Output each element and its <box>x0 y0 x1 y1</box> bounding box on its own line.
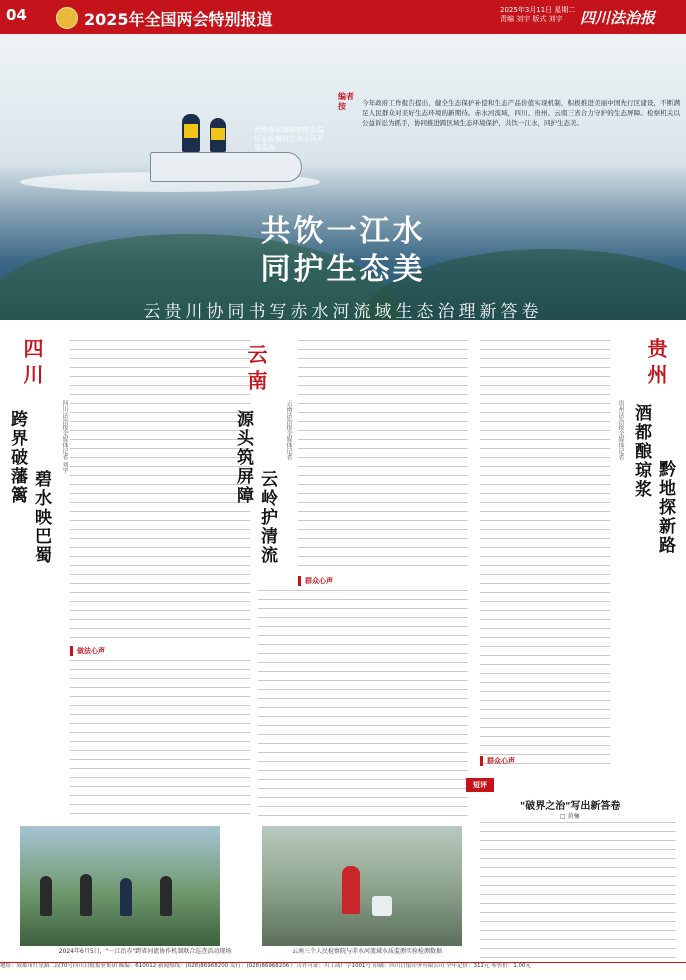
sichuan-headline-2: 碧水映巴蜀 <box>31 470 51 565</box>
editor-note: 今年政府工作报告提出，健全生态保护补偿和生态产品价值实现机制，积极推进美丽中国先行区建设，不断满足人民群众对美好生态环境的新期待。赤水河流域，四川、贵州、云南三省合力守护的生态屏障。检察机关以公益诉讼为抓手，协同推进跨区域生态环境保护，共饮一江水，同护生态美。 <box>362 99 680 127</box>
guizhou-headline-1: 酒都酿琼浆 <box>631 404 651 499</box>
main-subtitle: 云贵川协同书写赤水河流域生态治理新答卷 <box>143 302 543 320</box>
life-vest <box>184 124 198 138</box>
sichuan-headline-1: 跨界破藩篱 <box>7 410 27 505</box>
yunnan-headline-1: 源头筑屏障 <box>233 410 253 505</box>
sichuan-article-top <box>70 340 250 640</box>
commentary-text <box>480 822 676 958</box>
guizhou-kicker: 群众心声 <box>480 756 515 766</box>
page-number: 04 <box>6 6 27 24</box>
province-label-sichuan: 四川 <box>20 338 44 390</box>
sichuan-kicker: 做法心声 <box>70 646 105 656</box>
editor-credit: 责编 刘宇 版式 刘宇 <box>500 15 563 23</box>
guizhou-headline-2: 黔地探新路 <box>655 460 675 555</box>
commentary-tag: 短评 <box>466 778 494 792</box>
person-figure <box>342 866 360 914</box>
sichuan-article-bottom <box>70 660 250 820</box>
yunnan-article-top <box>298 340 468 570</box>
person-figure <box>40 876 52 916</box>
yunnan-byline: 云南法治报全媒体记者 <box>285 400 292 460</box>
yunnan-photo-caption: 云南三个人民检察院与赤水河流域水质监测实验检测数据 <box>291 948 442 955</box>
sample-bottle <box>372 896 392 916</box>
patrol-boat <box>150 152 302 182</box>
hero-photo <box>0 34 686 320</box>
national-emblem-icon <box>56 7 78 29</box>
commentary-byline: □ 黄骊 <box>560 813 580 820</box>
life-vest <box>211 128 225 140</box>
main-headline-line-1: 共饮一江水 <box>260 214 426 249</box>
sichuan-byline: 四川法治报全媒体记者 刘宇 <box>61 400 68 474</box>
commentary-title: "破界之治"写出新答卷 <box>520 801 621 812</box>
person-figure <box>160 876 172 916</box>
guizhou-article <box>480 340 610 770</box>
yunnan-kicker: 群众心声 <box>298 576 333 586</box>
sichuan-photo-caption: 2024年6月5日，"一江治赤"跨省河流协作机制联合巡查活动现场 <box>58 948 232 955</box>
person-figure <box>120 878 132 916</box>
guizhou-byline: 贵州法治报全媒体记者 <box>617 400 624 460</box>
person-figure <box>80 874 92 916</box>
footer-info: 地址：成都市红星路二段70号四川日报报业集团 邮编：610012 新闻热线：(028)86968200 发行：(028)86968206 广告许可证：川工商广字1001号 印刷：四川日报印务有限公司 全年定价：312元 零售价：1.00元 <box>0 962 686 980</box>
yunnan-article-bottom <box>258 590 468 818</box>
dateline <box>500 6 575 24</box>
province-label-guizhou: 贵州 <box>644 338 668 390</box>
date-text: 2025年3月11日 星期二 <box>500 6 576 14</box>
province-label-yunnan: 云南 <box>244 344 268 396</box>
hero-caption: 贵州赤水市检察院公益诉讼检察官在赤水河开展巡查 <box>254 126 324 152</box>
sichuan-photo <box>20 826 220 946</box>
main-headline-line-2: 同护生态美 <box>260 252 426 287</box>
editor-note-tag: 编者按 <box>338 92 354 111</box>
yunnan-photo <box>262 826 462 946</box>
section-title: 2025年全国两会特别报道 <box>84 10 273 29</box>
yunnan-headline-2: 云岭护清流 <box>257 470 277 565</box>
newspaper-logo: 四川法治报 <box>580 9 656 27</box>
